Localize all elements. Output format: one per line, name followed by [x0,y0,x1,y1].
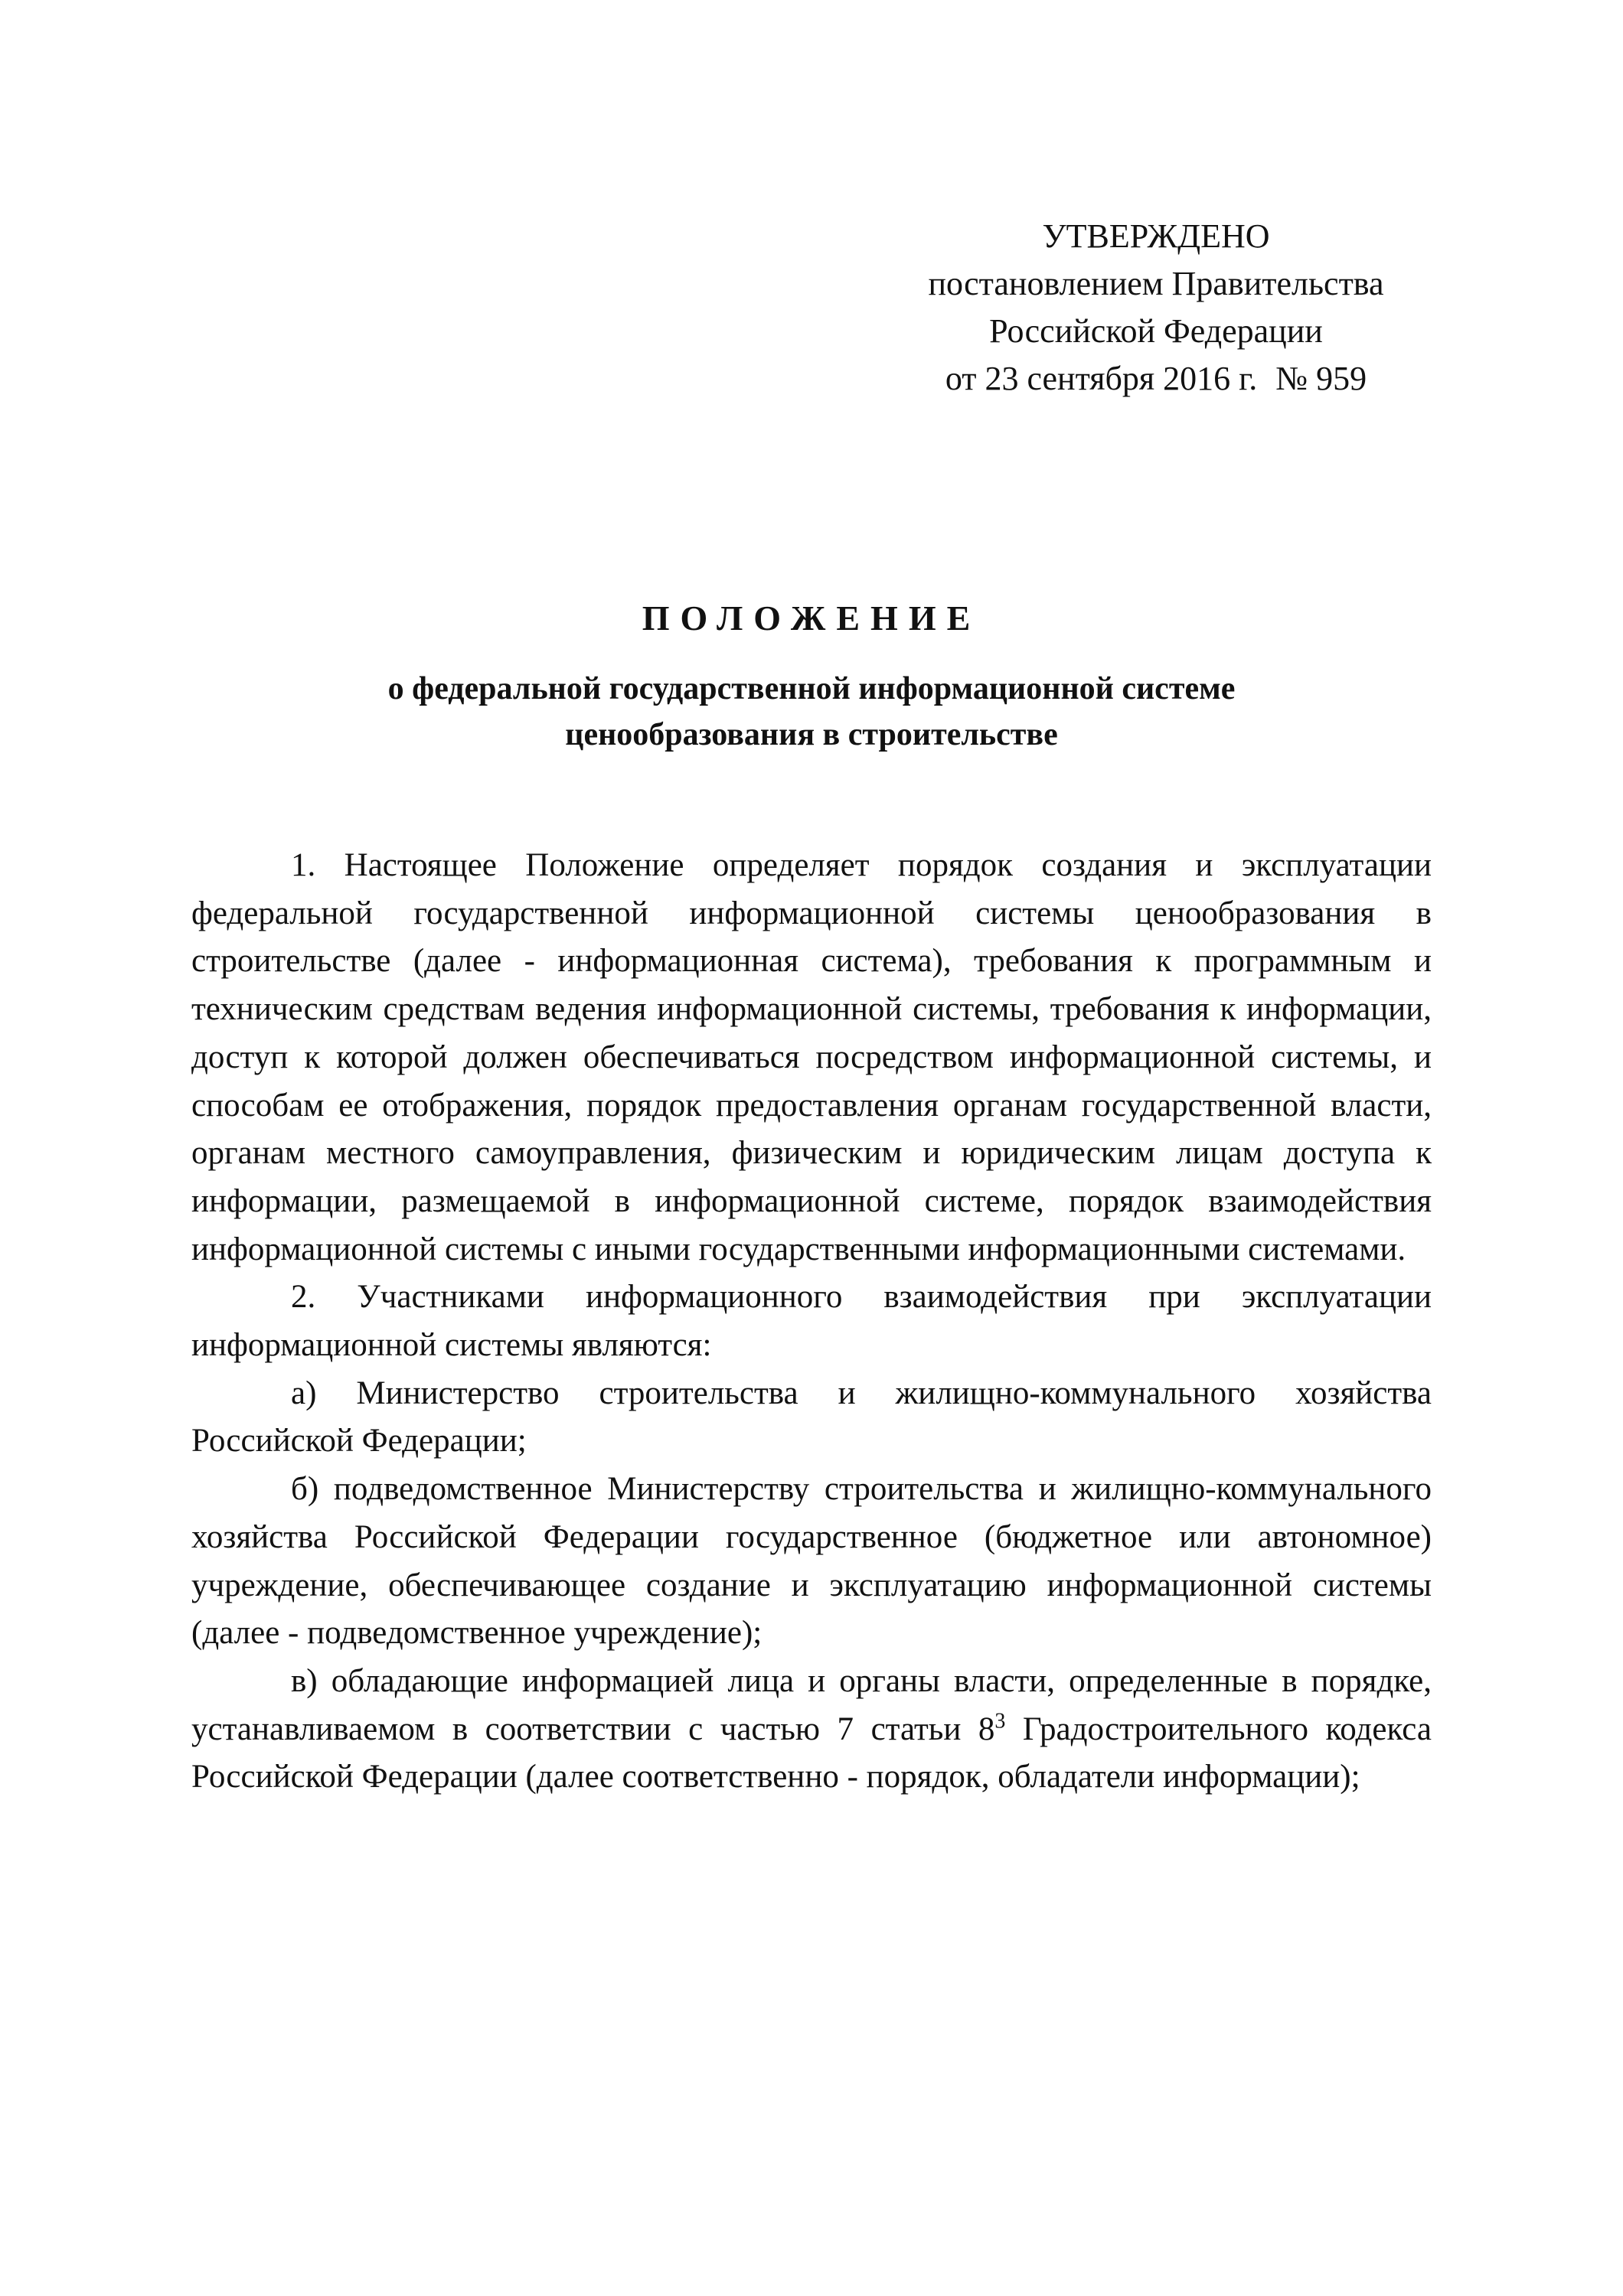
title-block [191,595,1432,758]
approval-date: от 23 сентября 2016 г. [945,360,1258,397]
paragraph-2b: б) подведомственное Министерству строительства и жилищно-коммунального хозяйства Российской Федерации государственное (бюджетное или автономное) учреждение, обеспечивающее создание и эксплуатацию информационной системы (далее - подведомственное учреждение); [191,1471,1432,1652]
approval-date-line [880,355,1432,403]
paragraph-1: 1. Настоящее Положение определяет порядок создания и эксплуатации федеральной государственной информационной системы ценообразования в строительстве (далее - информационная система), требования к программным и техническим средствам ведения информационной системы, требования к информации, доступ к которой должен обеспечиваться посредством информационной системы, и способам ее отображения, порядок предоставления органам государственной власти, органам местного самоуправления, физическим и юридическим лицам доступа к информации, размещаемой в информационной системе, порядок взаимодействия информационной системы с иными государственными информационными системами. [191,847,1432,1267]
article-superscript: 3 [994,1709,1006,1733]
paragraph-2: 2. Участниками информационного взаимодействия при эксплуатации информационной системы являются: [191,1279,1432,1364]
paragraph-2c-text-before: в) обладающие информацией лица и органы власти, определенные в порядке, устанавливаемом в соответствии с частью 7 статьи 8 [191,1662,1432,1747]
paragraph-2c-text-after: Градостроительного кодекса Российской Федерации (далее соответственно - порядок, обладатели информации); [191,1711,1432,1795]
approval-by-line-1: постановлением Правительства [928,265,1384,302]
subtitle-line-2: ценообразования в строительстве [565,717,1058,752]
document-subtitle [191,666,1432,758]
paragraph-2c [191,1658,1432,1802]
document-title: ПОЛОЖЕНИЕ [642,598,981,638]
approval-by-line-2: Российской Федерации [989,312,1323,350]
document-body [191,842,1432,1802]
approval-number: № 959 [1275,360,1367,397]
subtitle-line-1: о федеральной государственной информационной системе [387,671,1236,706]
paragraph-2a: а) Министерство строительства и жилищно-коммунального хозяйства Российской Федерации; [191,1375,1432,1459]
approval-block [880,213,1432,403]
approval-stamp: УТВЕРЖДЕНО [1042,217,1270,255]
